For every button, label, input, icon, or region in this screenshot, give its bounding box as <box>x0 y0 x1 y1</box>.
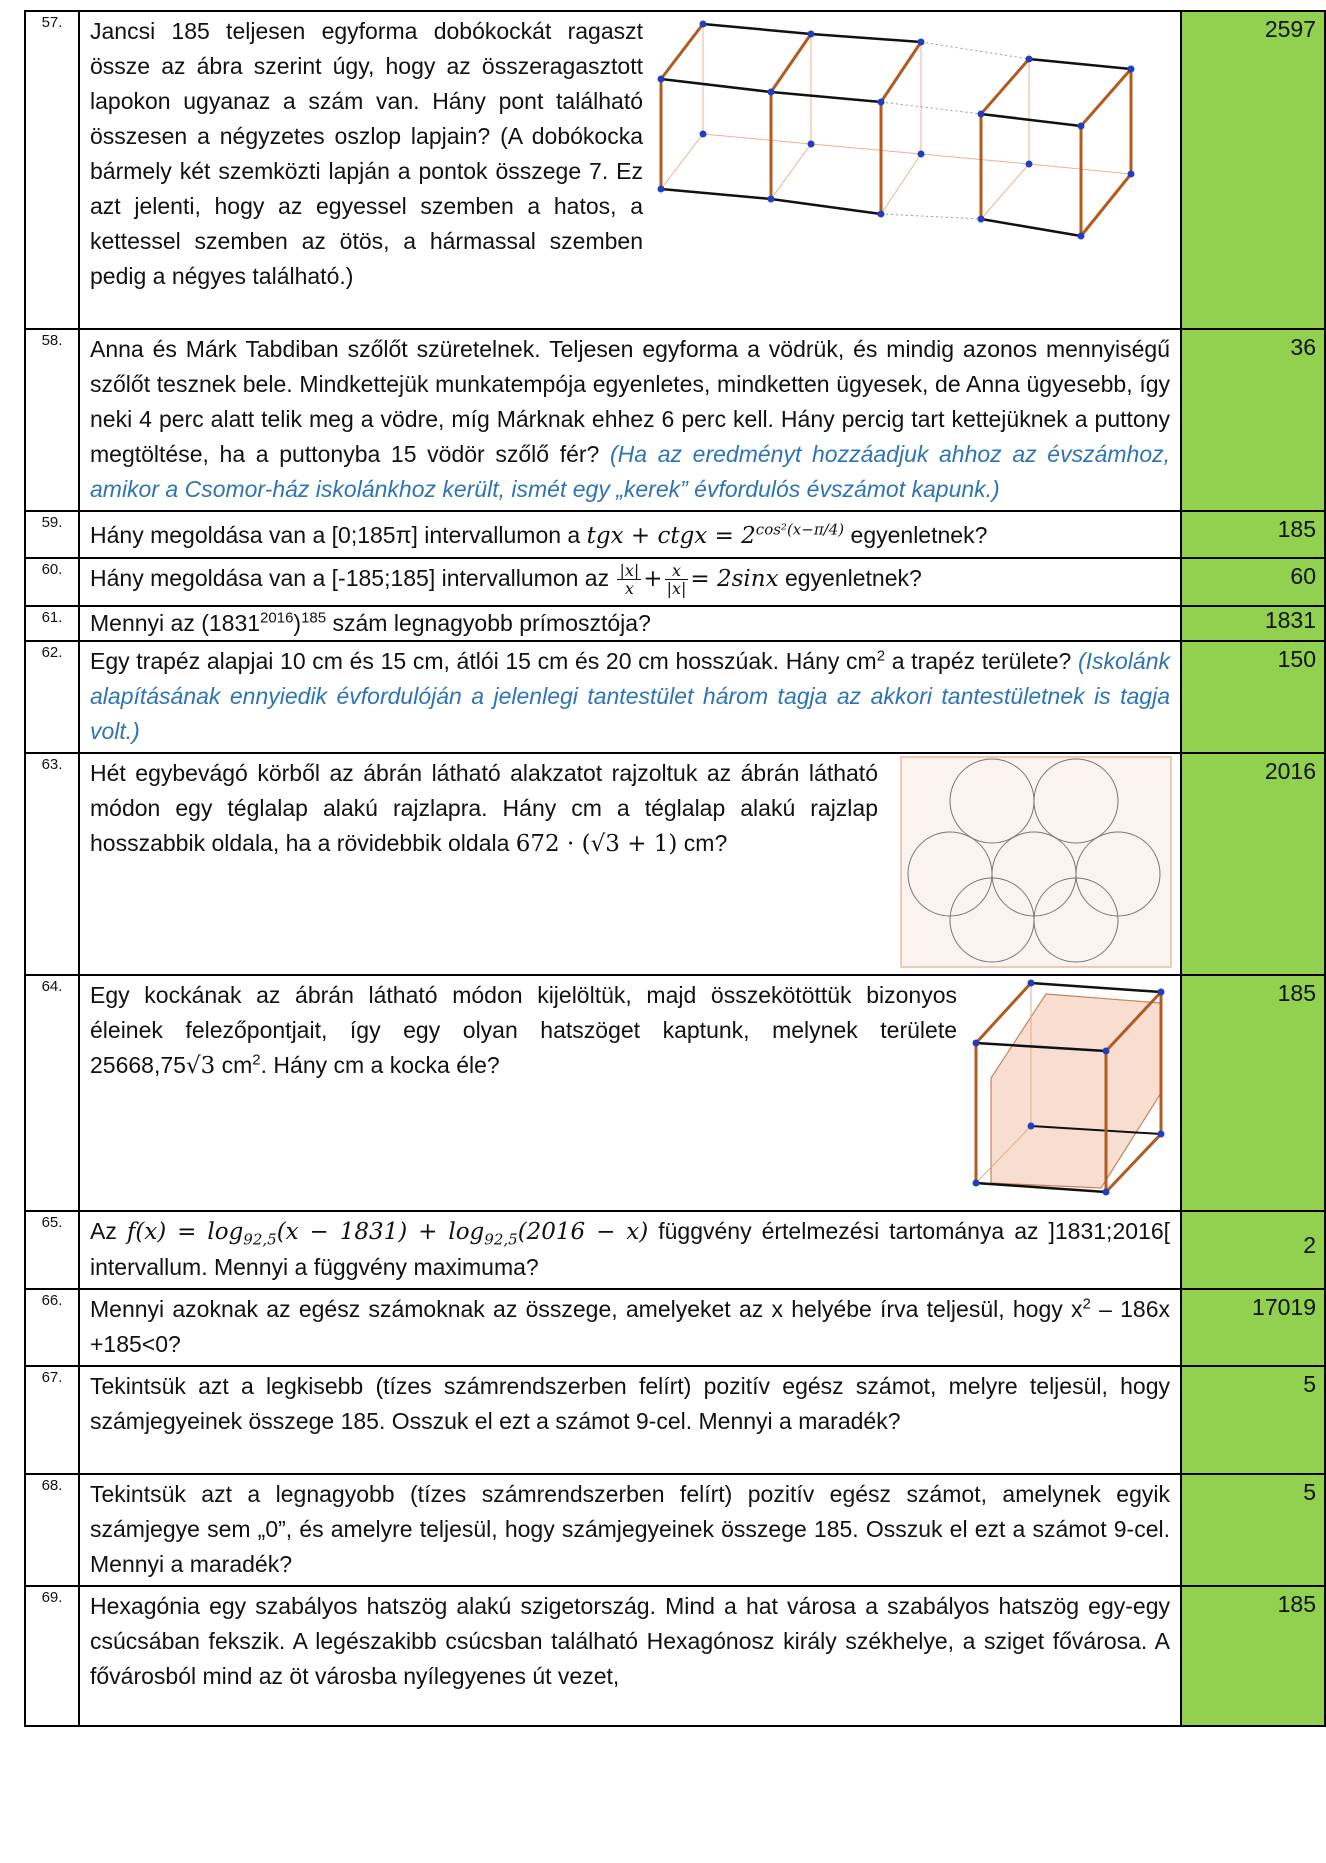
unit-text: cm? <box>677 830 728 856</box>
table-row <box>25 606 1325 641</box>
fraction-numerator: |x| <box>619 561 640 581</box>
table-row <box>25 11 1325 329</box>
problem-59-tail: egyenletnek? <box>844 522 988 548</box>
log-base: 92,5 <box>243 1230 277 1249</box>
problem-number: 58. <box>25 329 79 511</box>
problem-number: 60. <box>25 558 79 606</box>
problem-57-text: Jancsi 185 teljesen egyforma dobókockát ragaszt össze az ábra szerint úgy, hogy az összeragasztott lapokon ugyanaz a szám van. Hány pont található összesen a négyzetes oszlop lapjain? (A dobókocka bármely két szemközti lapján a pontok összege 7. Ez azt jelenti, hogy az egyessel szemben a hatos, a kettessel szemben az ötös, a hármassal szemben pedig a négyes található.) <box>90 18 643 289</box>
table-row <box>25 1289 1325 1366</box>
function-part: f(x) = log <box>126 1219 244 1245</box>
answer-cell: 2597 <box>1181 11 1325 329</box>
problem-table <box>24 10 1326 1727</box>
answer-cell: 2 <box>1181 1211 1325 1289</box>
fraction-denominator: x <box>624 579 634 599</box>
equation-exponent: cos²(x−π/4) <box>755 520 845 539</box>
table-row <box>25 753 1325 975</box>
table-row <box>25 511 1325 558</box>
problem-59-lead: Hány megoldása van a [0;185π] intervallumon a <box>90 522 587 548</box>
unit-text: cm <box>215 1052 253 1078</box>
problem-58-text: Anna és Márk Tabdiban szőlőt szüretelnek. Teljesen egyforma a vödrük, és mindig azonos mennyiségű szőlőt tesznek bele. Mindkettejük munkatempója egyenletes, mindketten ügyesek, de Anna ügyesebb, így neki 4 perc alatt telik meg a vödre, míg Márknak ehhez 6 perc kell. Hány percig tart kettejüknek a puttony megtöltése, ha a puttonyba 15 vödör szőlő fér? <box>90 336 1170 467</box>
problem-61-lead: Mennyi az (1831 <box>90 610 261 636</box>
problem-64-lead: Egy kockának az ábrán látható módon kijelöltük, majd összekötöttük bizonyos éleinek felezőpontjait, így egy olyan hatszöget kaptunk, melynek területe 25668,75 <box>90 982 957 1078</box>
cube-hexagon-figure <box>971 978 1176 1206</box>
table-row <box>25 1474 1325 1586</box>
problem-number: 66. <box>25 1289 79 1366</box>
answer-cell: 1831 <box>1181 606 1325 641</box>
problem-66-tail: – 186x +185<0? <box>90 1296 1170 1357</box>
answer-cell: 2016 <box>1181 753 1325 975</box>
fraction-x-over-abs-x <box>665 562 689 597</box>
problem-text: Tekintsük azt a legnagyobb (tízes számrendszerben felírt) pozitív egész számot, amelynek egyik számjegye sem „0”, és amelyre teljesül, hogy számjegyeinek összege 185. Osszuk el ezt a számot 9-cel. Mennyi a maradék? <box>79 1474 1181 1586</box>
problem-62-tail: a trapéz területe? <box>885 648 1072 674</box>
exponent: 185 <box>301 609 327 627</box>
answer-cell: 185 <box>1181 975 1325 1211</box>
answer-cell: 17019 <box>1181 1289 1325 1366</box>
problem-number: 62. <box>25 641 79 753</box>
paren: ) <box>293 610 302 636</box>
fraction-abs-x-over-x <box>617 562 641 597</box>
problem-66-lead: Mennyi azoknak az egész számoknak az összege, amelyeket az x helyébe írva teljesül, hogy x <box>90 1296 1083 1322</box>
problem-64-tail: . Hány cm a kocka éle? <box>260 1052 500 1078</box>
table-row <box>25 558 1325 606</box>
seven-circles-figure <box>900 756 1172 968</box>
problem-60-lead: Hány megoldása van a [-185;185] intervallumon az <box>90 565 616 591</box>
table-row <box>25 1366 1325 1474</box>
problem-text <box>79 606 1181 641</box>
problem-number: 67. <box>25 1366 79 1474</box>
problem-number: 69. <box>25 1586 79 1726</box>
log-base: 92,5 <box>484 1230 518 1249</box>
fraction-denominator: |x| <box>666 579 687 599</box>
answer-cell: 185 <box>1181 1586 1325 1726</box>
problem-65-lead: Az <box>90 1218 127 1244</box>
function-part: (x − 1831) + log <box>276 1219 485 1245</box>
problem-text <box>79 641 1181 753</box>
problem-text <box>79 975 1181 1211</box>
equation-rhs: = 2sinx <box>690 566 779 592</box>
problem-text <box>79 1211 1181 1289</box>
table-row <box>25 1211 1325 1289</box>
problem-number: 57. <box>25 11 79 329</box>
problem-number: 63. <box>25 753 79 975</box>
answer-cell: 5 <box>1181 1366 1325 1474</box>
dice-column-figure <box>651 14 1176 244</box>
equation-lhs: tgx + ctgx = 2 <box>586 523 756 549</box>
problem-61-tail: szám legnagyobb prímosztója? <box>326 610 651 636</box>
answer-cell: 185 <box>1181 511 1325 558</box>
exponent: 2016 <box>260 609 294 627</box>
problem-60-tail: egyenletnek? <box>778 565 922 591</box>
table-row <box>25 975 1325 1211</box>
side-expression: 672 · (√3 + 1) <box>515 831 678 857</box>
plus-sign: + <box>643 566 663 592</box>
problem-58-note: (Ha az eredményt hozzáadjuk ahhoz az évszámhoz, amikor a Csomor-ház iskolánkhoz került, ismét egy „kerek” évfordulós évszámot kapunk.) <box>90 441 1171 502</box>
problem-number: 68. <box>25 1474 79 1586</box>
problem-number: 65. <box>25 1211 79 1289</box>
answer-cell: 60 <box>1181 558 1325 606</box>
answer-cell: 150 <box>1181 641 1325 753</box>
problem-62-note: (Iskolánk alapításának ennyiedik évfordulóján a jelenlegi tantestület három tagja az akkori tantestületnek is tagja volt.) <box>90 648 1170 744</box>
exponent: 2 <box>252 1051 261 1069</box>
exponent: 2 <box>876 647 886 665</box>
function-part: (2016 − x) <box>517 1219 649 1245</box>
table-row <box>25 329 1325 511</box>
problem-62-lead: Egy trapéz alapjai 10 cm és 15 cm, átlói 15 cm és 20 cm hosszúak. Hány cm <box>90 648 877 674</box>
problem-text: Tekintsük azt a legkisebb (tízes számrendszerben felírt) pozitív egész számot, melyre teljesül, hogy számjegyeinek összege 185. Osszuk el ezt a számot 9-cel. Mennyi a maradék? <box>79 1366 1181 1474</box>
fraction-numerator: x <box>665 562 689 580</box>
problem-text <box>79 11 1181 329</box>
problem-text <box>79 511 1181 558</box>
problem-number: 64. <box>25 975 79 1211</box>
problem-text <box>79 753 1181 975</box>
problem-text <box>79 1289 1181 1366</box>
table-row <box>25 1586 1325 1726</box>
problem-65-tail: függvény értelmezési tartománya az ]1831;2016[ intervallum. Mennyi a függvény maximuma? <box>90 1218 1171 1280</box>
problem-text: Hexagónia egy szabályos hatszög alakú szigetország. Mind a hat városa a szabályos hatszög egy-egy csúcsában fekszik. A legészakibb csúcsban található Hexagónosz király székhelye, a sziget fővárosa. A fővárosból mind az öt városba nyílegyenes út vezet, <box>79 1586 1181 1726</box>
sqrt-three: √3 <box>185 1053 216 1079</box>
answer-cell: 36 <box>1181 329 1325 511</box>
table-row <box>25 641 1325 753</box>
problem-text <box>79 329 1181 511</box>
problem-number: 59. <box>25 511 79 558</box>
answer-cell: 5 <box>1181 1474 1325 1586</box>
exponent: 2 <box>1082 1295 1091 1313</box>
problem-text <box>79 558 1181 606</box>
problem-number: 61. <box>25 606 79 641</box>
problem-63-text: Hét egybevágó körből az ábrán látható alakzatot rajzoltuk az ábrán látható módon egy téglalap alakú rajzlapra. Hány cm a téglalap alakú rajzlap hosszabbik oldala, ha a rövidebbik oldala <box>90 760 878 856</box>
